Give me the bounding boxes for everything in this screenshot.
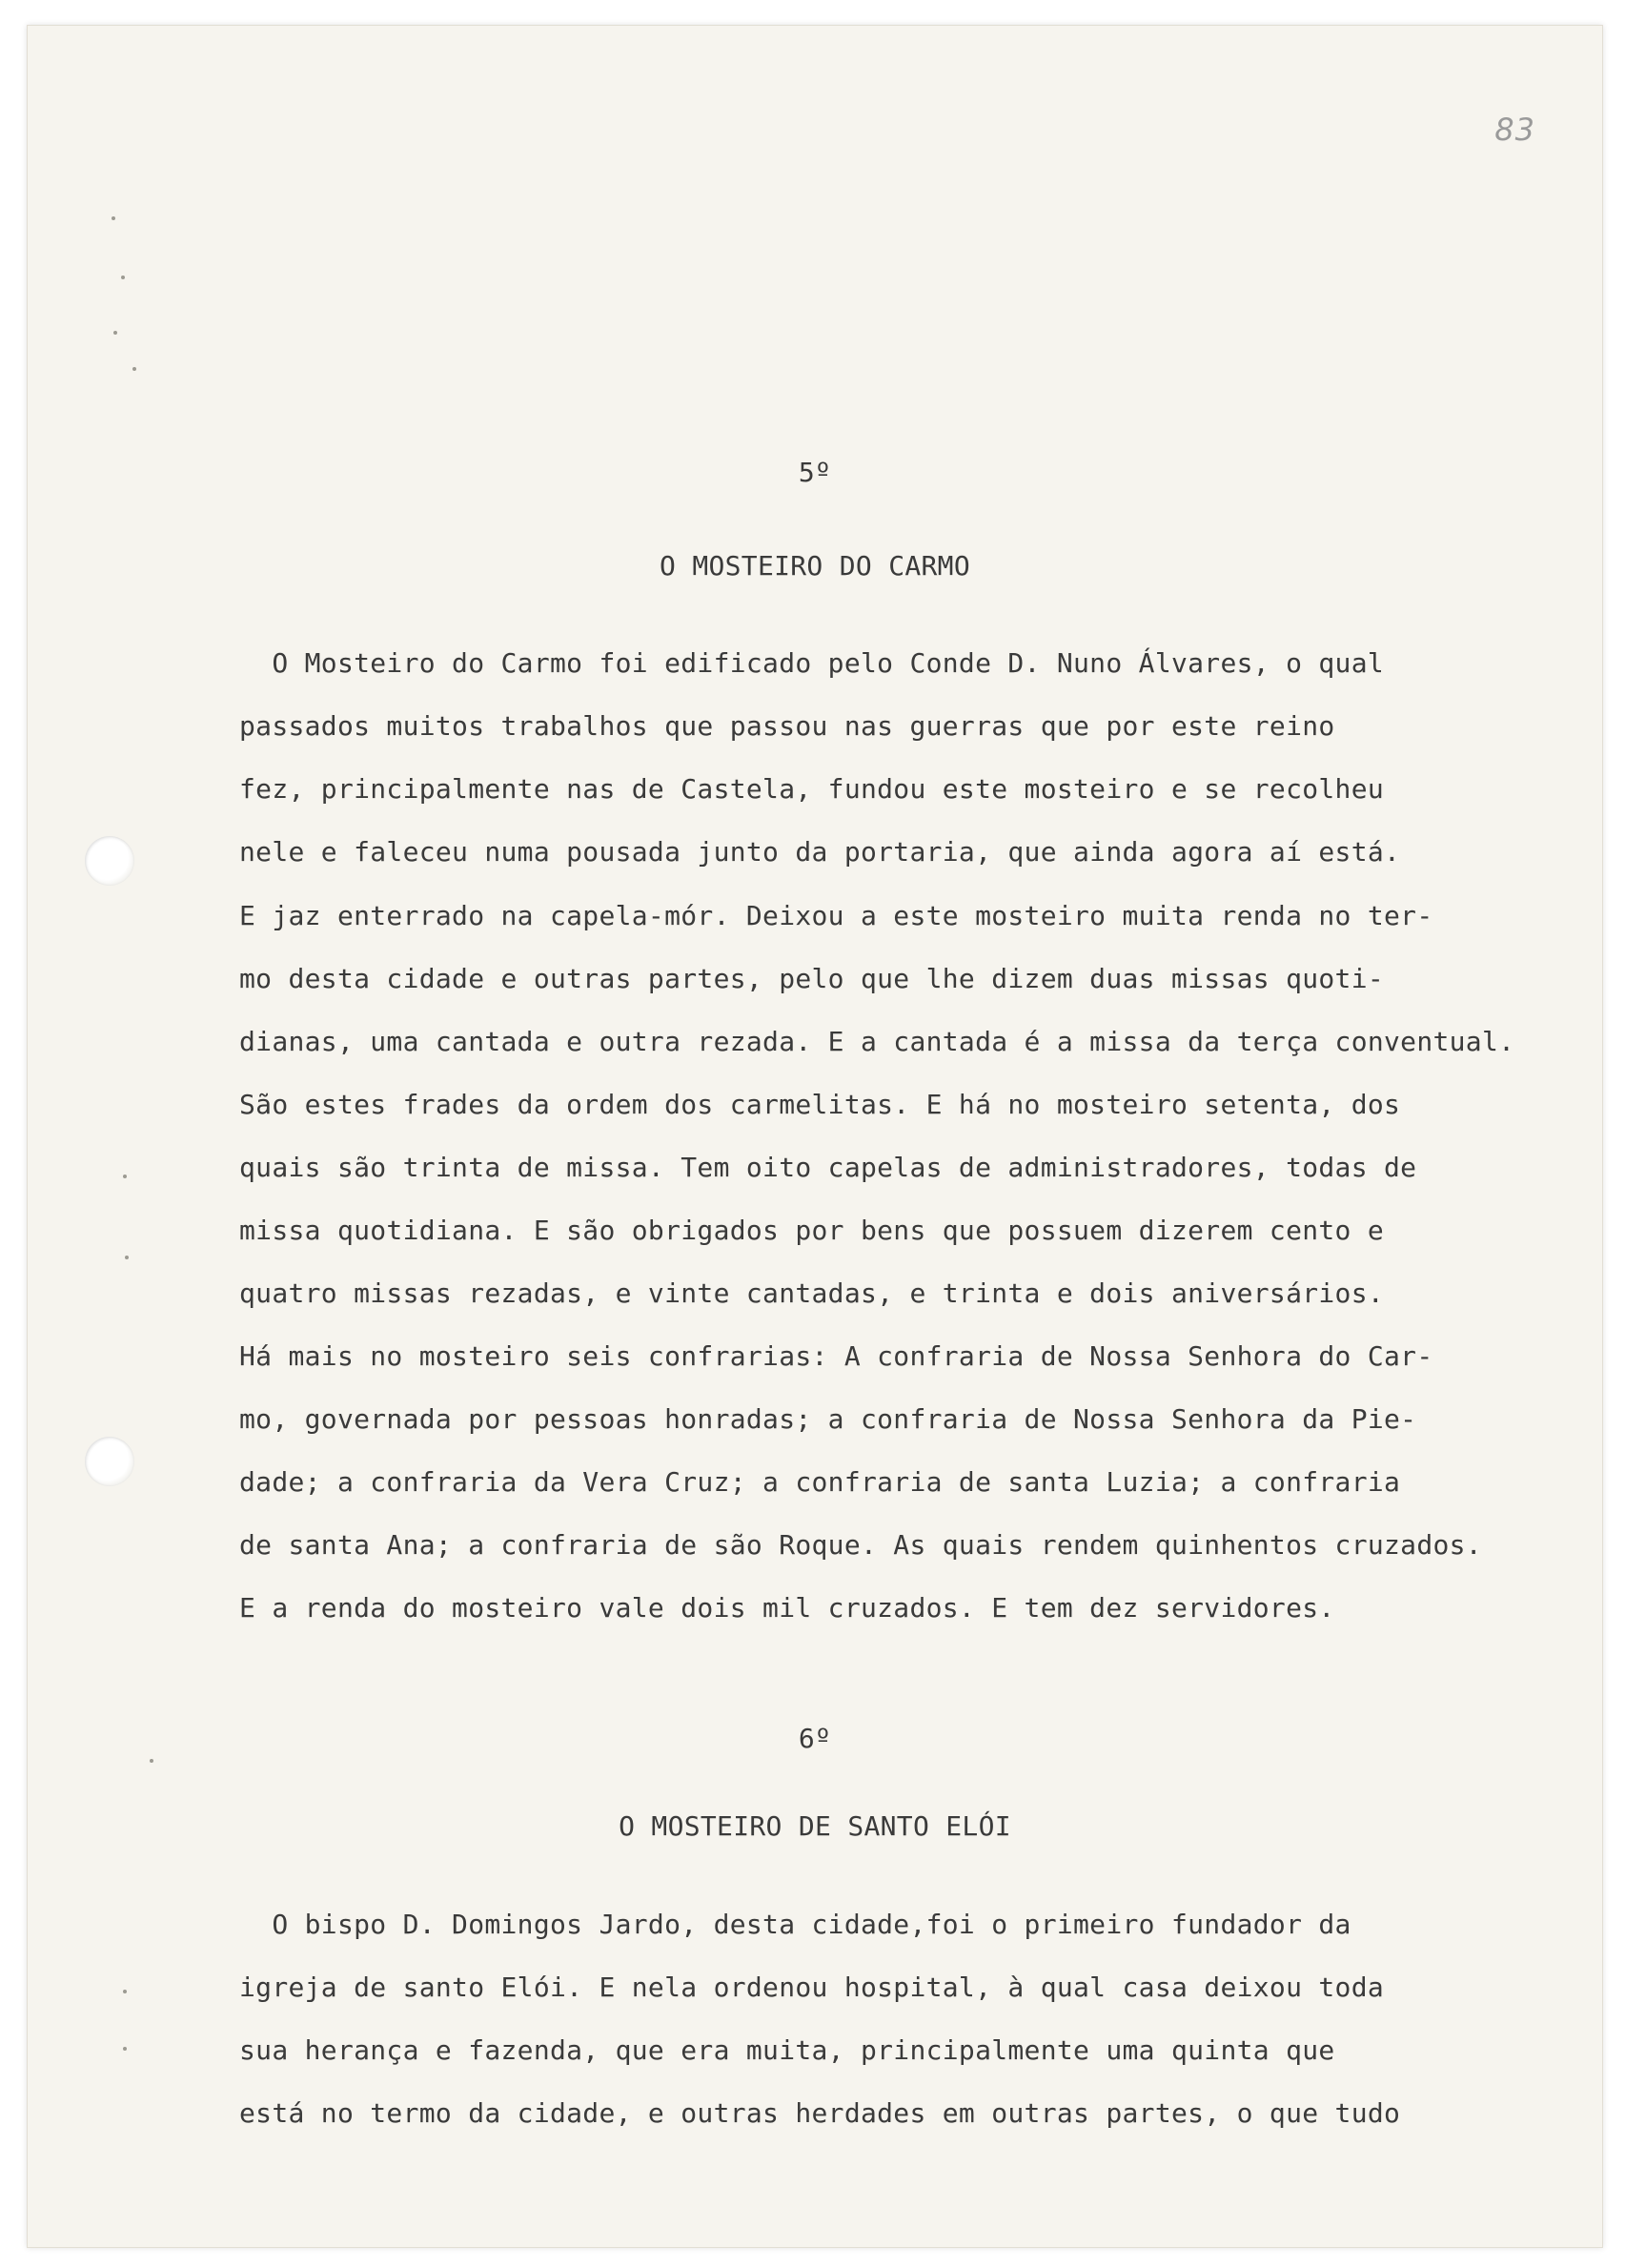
body-line: missa quotidiana. E são obrigados por bens que possuem dizerem cento e xyxy=(239,1215,1385,1246)
body-line: mo desta cidade e outras partes, pelo que lhe dizem duas missas quoti- xyxy=(239,963,1385,994)
section-number: 5º xyxy=(798,457,832,488)
body-line: nele e faleceu numa pousada junto da portaria, que ainda agora aí está. xyxy=(239,836,1401,868)
body-line: sua herança e fazenda, que era muita, principalmente uma quinta que xyxy=(239,2034,1335,2066)
paper-speck xyxy=(113,331,117,335)
body-line: de santa Ana; a confraria de são Roque. As quais rendem quinhentos cruzados. xyxy=(239,1529,1482,1561)
punch-hole xyxy=(85,1437,134,1486)
body-line: passados muitos trabalhos que passou nas guerras que por este reino xyxy=(239,710,1335,742)
paper-speck xyxy=(123,1990,127,1993)
body-line: quais são trinta de missa. Tem oito capelas de administradores, todas de xyxy=(239,1152,1417,1183)
paper-speck xyxy=(123,2047,127,2051)
body-line: O bispo D. Domingos Jardo, desta cidade,foi o primeiro fundador da xyxy=(239,1909,1351,1940)
paper-speck xyxy=(123,1175,127,1178)
section-number: 6º xyxy=(798,1723,832,1754)
body-line: São estes frades da ordem dos carmelitas. E há no mosteiro setenta, dos xyxy=(239,1089,1401,1120)
punch-hole xyxy=(85,836,134,886)
body-line: quatro missas rezadas, e vinte cantadas, e trinta e dois aniversários. xyxy=(239,1277,1385,1309)
paper-speck xyxy=(132,367,136,371)
body-line: O Mosteiro do Carmo foi edificado pelo Conde D. Nuno Álvares, o qual xyxy=(239,647,1385,679)
body-line: está no termo da cidade, e outras herdades em outras partes, o que tudo xyxy=(239,2097,1401,2129)
body-line: mo, governada por pessoas honradas; a confraria de Nossa Senhora da Pie- xyxy=(239,1403,1417,1435)
typescript-page xyxy=(27,25,1603,2248)
body-line: E jaz enterrado na capela-mór. Deixou a este mosteiro muita renda no ter- xyxy=(239,900,1433,931)
paper-speck xyxy=(150,1759,153,1763)
paper-speck xyxy=(125,1256,129,1259)
body-line: fez, principalmente nas de Castela, fundou este mosteiro e se recolheu xyxy=(239,773,1385,805)
paper-speck xyxy=(121,276,125,279)
paper-speck xyxy=(112,216,115,220)
body-line: Há mais no mosteiro seis confrarias: A confraria de Nossa Senhora do Car- xyxy=(239,1340,1433,1372)
body-line: dianas, uma cantada e outra rezada. E a cantada é a missa da terça conventual. xyxy=(239,1026,1515,1057)
body-line: dade; a confraria da Vera Cruz; a confraria de santa Luzia; a confraria xyxy=(239,1466,1401,1498)
body-line: igreja de santo Elói. E nela ordenou hospital, à qual casa deixou toda xyxy=(239,1972,1385,2003)
folio-number: 83 xyxy=(1494,112,1535,148)
section-title: O MOSTEIRO DE SANTO ELÓI xyxy=(619,1810,1011,1842)
body-line: E a renda do mosteiro vale dois mil cruzados. E tem dez servidores. xyxy=(239,1592,1335,1624)
section-title: O MOSTEIRO DO CARMO xyxy=(660,550,970,582)
